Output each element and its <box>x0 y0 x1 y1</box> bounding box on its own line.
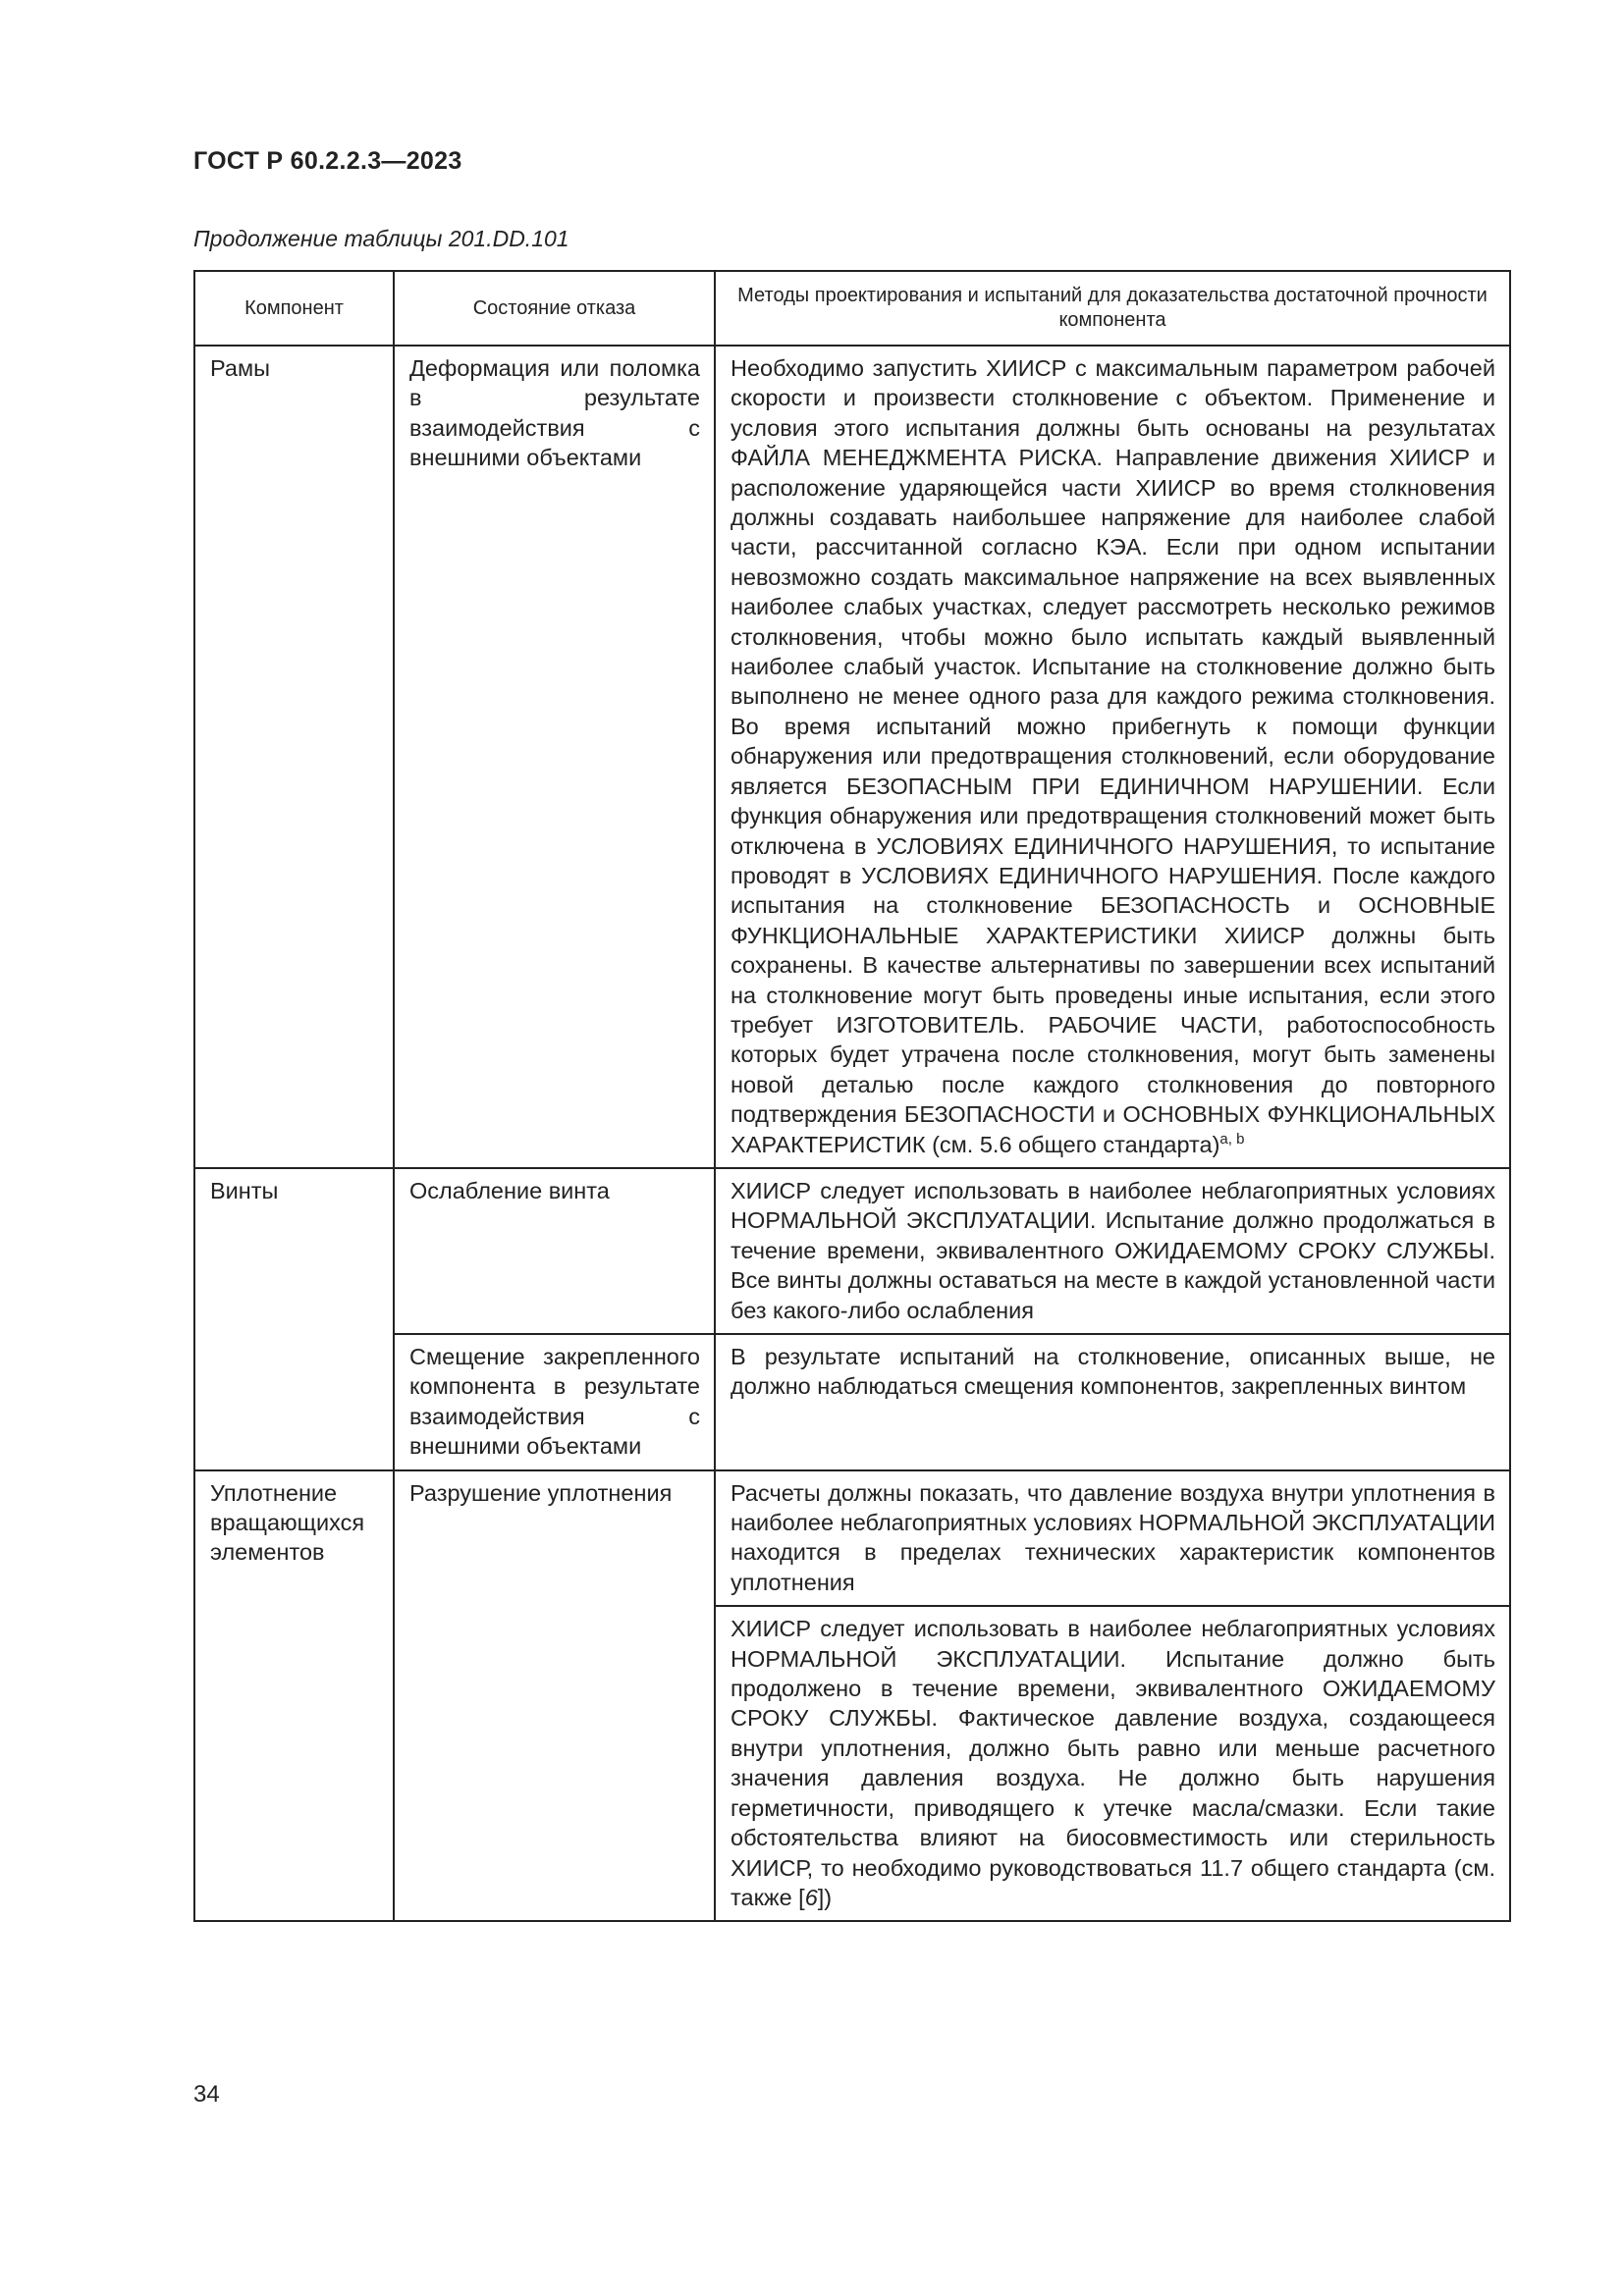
component-cell: Рамы <box>194 346 394 1168</box>
component-cell: Винты <box>194 1168 394 1470</box>
table-row <box>194 1470 1510 1607</box>
table-row <box>194 1168 1510 1334</box>
column-header-failure-state: Состояние отказа <box>394 271 715 346</box>
method-text: ХИИСР следует использовать в наиболее неблагоприятных условиях НОРМАЛЬНОЙ ЭКСПЛУАТАЦИИ. Испытание должно быть продолжено в течение времени, эквивалентного ОЖИДАЕМОМУ СРОКУ СЛУЖБЫ. Фактическое давление воздуха, создающееся внутри уплотнения, должно быть равно или меньше расчетного значения давления воздуха. Не должно быть нарушения герметичности, приводящего к утечке масла/смазки. Если такие обстоятельства влияют на биосовместимость или стерильность ХИИСР, то необходимо руководствоваться 11.7 общего стандарта (см. также [ <box>731 1616 1495 1910</box>
table-caption: Продолжение таблицы 201.DD.101 <box>193 226 569 251</box>
method-cell <box>715 346 1510 1168</box>
method-text-end: ]) <box>817 1884 833 1910</box>
table-header-row <box>194 271 1510 346</box>
method-cell: ХИИСР следует использовать в наиболее неблагоприятных условиях НОРМАЛЬНОЙ ЭКСПЛУАТАЦИИ. Испытание должно продолжаться в течение времени, эквивалентного ОЖИДАЕМОМУ СРОКУ СЛУЖБЫ. Все винты должны оставаться на месте в каждой установленной части без какого-либо ослабления <box>715 1168 1510 1334</box>
column-header-component: Компонент <box>194 271 394 346</box>
footnote-reference: a, b <box>1219 1130 1245 1148</box>
failure-state-cell: Разрушение уплотнения <box>394 1470 715 1922</box>
method-text: Необходимо запустить ХИИСР с максимальным параметром рабочей скорости и произвести столкновение с объектом. Применение и условия этого испытания должны быть основаны на результатах ФАЙЛА МЕНЕДЖМЕНТА РИСКА. Направление движения ХИИСР и расположение ударяющейся части ХИИСР во время столкновения должны создавать наибольшее напряжение для наиболее слабой части, рассчитанной согласно КЭА. Если при одном испытании невозможно создать максимальное напряжение на всех выявленных наиболее слабых участках, следует рассмотреть несколько режимов столкновения, чтобы можно было испытать каждый выявленный наиболее слабый участок. Испытание на столкновение должно быть выполнено не менее одного раза для каждого режима столкновения. Во время испытаний можно прибегнуть к помощи функции обнаружения или предотвращения столкновений, если оборудование является БЕЗОПАСНЫМ ПРИ ЕДИНИЧНОМ НАРУШЕНИИ. Если функция обнаружения или предотвращения столкновений может быть отключена в УСЛОВИЯХ ЕДИНИЧНОГО НАРУШЕНИЯ, то испытание проводят в УСЛОВИЯХ ЕДИНИЧНОГО НАРУШЕНИЯ. После каждого испытания на столкновение БЕЗОПАСНОСТЬ и ОСНОВНЫЕ ФУНКЦИОНАЛЬНЫЕ ХАРАКТЕРИСТИКИ ХИИСР должны быть сохранены. В качестве альтернативы по завершении всех испытаний на столкновение могут быть проведены иные испытания, если этого требует ИЗГОТОВИТЕЛЬ. РАБОЧИЕ ЧАСТИ, работоспособность которых будет утрачена после столкновения, могут быть заменены новой деталью после каждого столкновения до повторного подтверждения БЕЗОПАСНОСТИ и ОСНОВНЫХ ФУНКЦИОНАЛЬНЫХ ХАРАКТЕРИСТИК (см. 5.6 общего стандарта) <box>731 355 1495 1157</box>
page-number: 34 <box>193 2081 220 2108</box>
component-cell: Уплотнение вращающихся элементов <box>194 1470 394 1922</box>
failure-state-cell: Смещение закрепленного компонента в результате взаимодействия с внешними объектами <box>394 1334 715 1470</box>
requirements-table <box>193 270 1511 1922</box>
method-cell: Расчеты должны показать, что давление воздуха внутри уплотнения в наиболее неблагоприятных условиях НОРМАЛЬНОЙ ЭКСПЛУАТАЦИИ находится в пределах технических характеристик компонентов уплотнения <box>715 1470 1510 1607</box>
method-cell: В результате испытаний на столкновение, описанных выше, не должно наблюдаться смещения компонентов, закрепленных винтом <box>715 1334 1510 1470</box>
failure-state-cell: Ослабление винта <box>394 1168 715 1334</box>
failure-state-cell: Деформация или поломка в результате взаимодействия с внешними объектами <box>394 346 715 1168</box>
method-cell <box>715 1606 1510 1921</box>
table-row <box>194 346 1510 1168</box>
bibliography-reference: 6 <box>804 1884 818 1910</box>
column-header-methods: Методы проектирования и испытаний для доказательства достаточной прочности компонента <box>715 271 1510 346</box>
document-header: ГОСТ Р 60.2.2.3—2023 <box>193 147 462 175</box>
